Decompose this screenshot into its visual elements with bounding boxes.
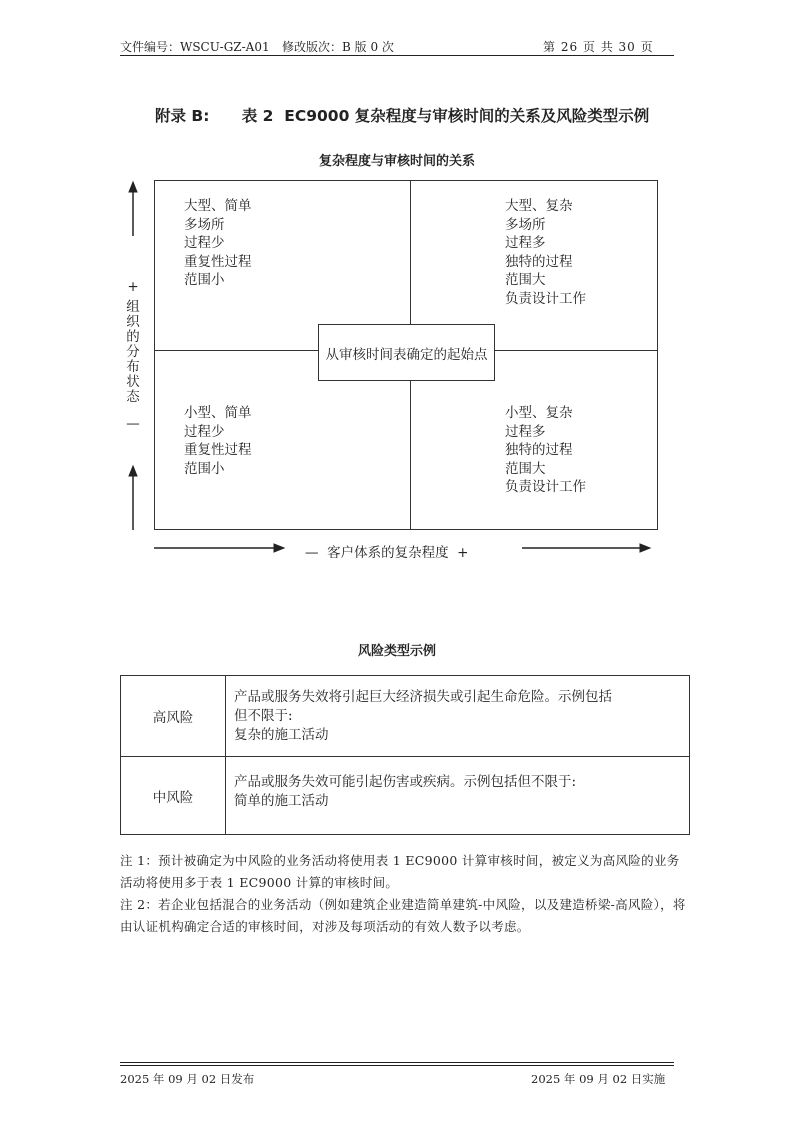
issue-date: 2025 年 09 月 02 日发布 <box>120 1072 255 1086</box>
page-title: 附录 B: 表 2 EC9000 复杂程度与审核时间的关系及风险类型示例 <box>155 107 650 125</box>
risk-description: 产品或服务失效可能引起伤害或疾病。示例包括但不限于: 简单的施工活动 <box>226 757 690 835</box>
quadrant-bottom-left: 小型、简单 过程少 重复性过程 范围小 <box>184 405 252 477</box>
y-axis-plus: + <box>127 279 139 295</box>
arrow-right-icon <box>640 544 650 552</box>
quadrant-top-left: 大型、简单 多场所 过程少 重复性过程 范围小 <box>184 198 252 288</box>
arrow-right-icon <box>274 544 284 552</box>
quadrant-top-right: 大型、复杂 多场所 过程多 独特的过程 范围大 负责设计工作 <box>505 198 586 307</box>
arrow-up-icon <box>129 182 137 192</box>
diagram-title: 复杂程度与审核时间的关系 <box>318 154 475 169</box>
footer-rule <box>120 1062 674 1066</box>
risk-table <box>120 675 690 835</box>
effective-date: 2025 年 09 月 02 日实施 <box>531 1072 666 1086</box>
quadrant-bottom-right: 小型、复杂 过程多 独特的过程 范围大 负责设计工作 <box>505 405 586 495</box>
table-row <box>121 757 690 835</box>
risk-level: 中风险 <box>121 757 226 835</box>
risk-description: 产品或服务失效将引起巨大经济损失或引起生命危险。示例包括 但不限于: 复杂的施工活动 <box>226 676 690 757</box>
risk-level: 高风险 <box>121 676 226 757</box>
y-axis-label: 组织的分布状态 <box>126 299 140 405</box>
notes <box>120 850 690 938</box>
arrow-up-icon <box>129 466 137 476</box>
note-2: 注 2：若企业包括混合的业务活动（例如建筑企业建造简单建筑-中风险，以及建造桥梁-高风险），将由认证机构确定合适的审核时间，对涉及每项活动的有效人数予以考虑。 <box>120 897 686 934</box>
note-1: 注 1：预计被确定为中风险的业务活动将使用表 1 EC9000 计算审核时间，被定义为高风险的业务活动将使用多于表 1 EC9000 计算的审核时间。 <box>120 853 680 890</box>
doc-number: 文件编号：WSCU-GZ-A01 <box>120 40 270 54</box>
x-axis-label: — 客户体系的复杂程度 + <box>305 545 469 561</box>
risk-table-title: 风险类型示例 <box>357 644 436 659</box>
starting-point-box: 从审核时间表确定的起始点 <box>318 324 495 381</box>
page-number: 第 26 页 共 30 页 <box>543 40 654 54</box>
table-row <box>121 676 690 757</box>
revision: 修改版次：B 版 0 次 <box>282 40 394 54</box>
y-axis-minus: — <box>126 416 140 432</box>
